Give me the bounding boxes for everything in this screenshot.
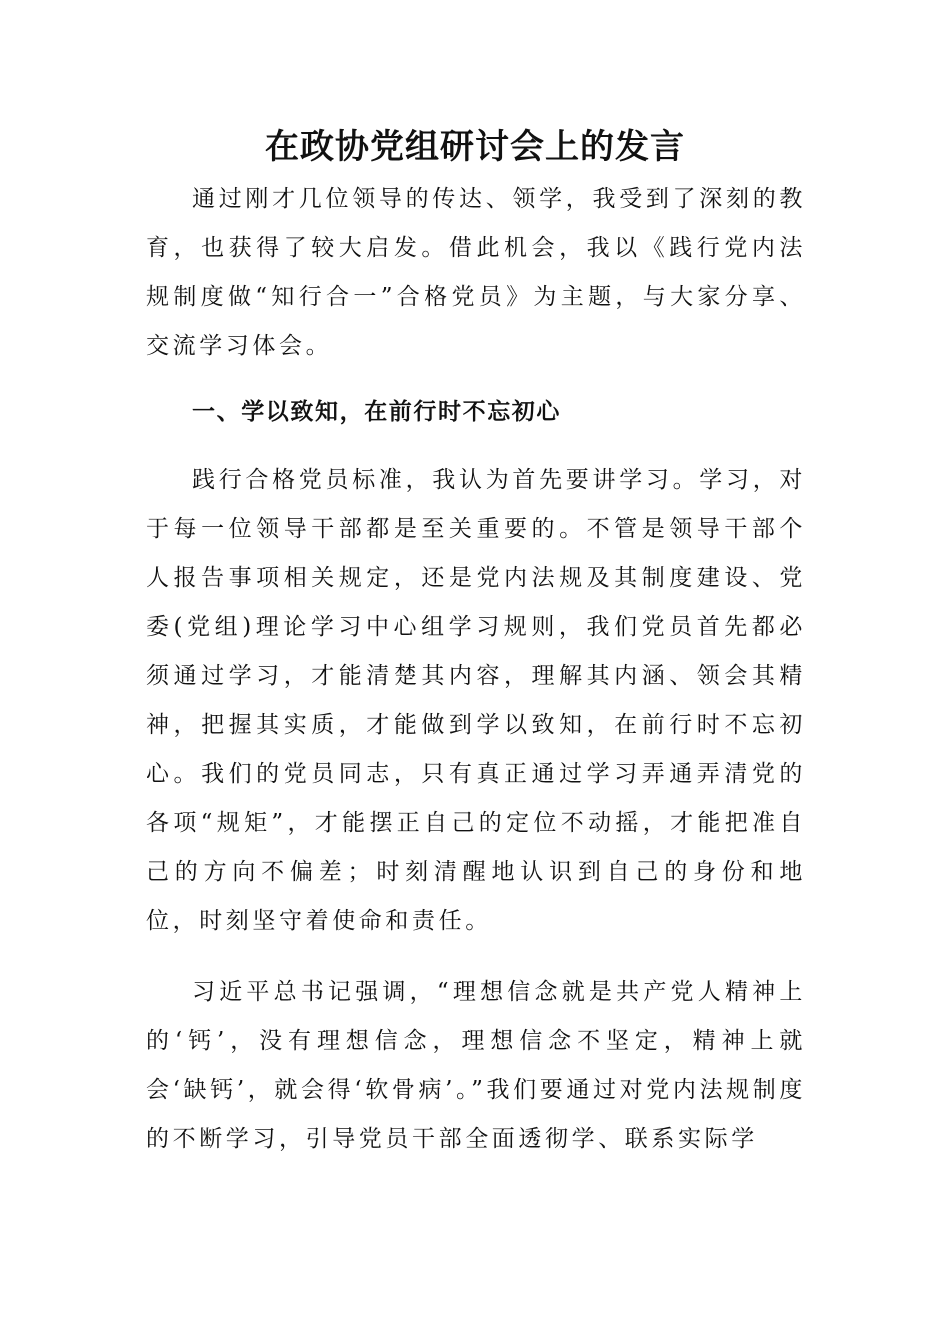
document-body xyxy=(146,175,806,1164)
intro-paragraph: 通过刚才几位领导的传达、领学，我受到了深刻的教育，也获得了较大启发。借此机会，我以《践行党内法规制度做“知行合一”合格党员》为主题，与大家分享、交流学习体会。 xyxy=(146,186,806,359)
body-paragraph: 践行合格党员标准，我认为首先要讲学习。学习，对于每一位领导干部都是至关重要的。不管是领导干部个人报告事项相关规定，还是党内法规及其制度建设、党委(党组)理论学习中心组学习规则，我们党员首先都必须通过学习，才能清楚其内容，理解其内涵、领会其精神，把握其实质，才能做到学以致知，在前行时不忘初心。我们的党员同志，只有真正通过学习弄通弄清党的各项“规矩”，才能摆正自己的定位不动摇，才能把准自己的方向不偏差；时刻清醒地认识到自己的身份和地位，时刻坚守着使命和责任。 xyxy=(146,467,806,934)
document-title: 在政协党组研讨会上的发言 xyxy=(265,127,685,167)
section-heading: 一、学以致知，在前行时不忘初心 xyxy=(192,398,561,425)
body-paragraph: 习近平总书记强调，“理想信念就是共产党人精神上的‘钙’，没有理想信念，理想信念不坚定，精神上就会‘缺钙’，就会得‘软骨病’。”我们要通过对党内法规制度的不断学习，引导党员干部全面透彻学、联系实际学 xyxy=(146,979,806,1152)
